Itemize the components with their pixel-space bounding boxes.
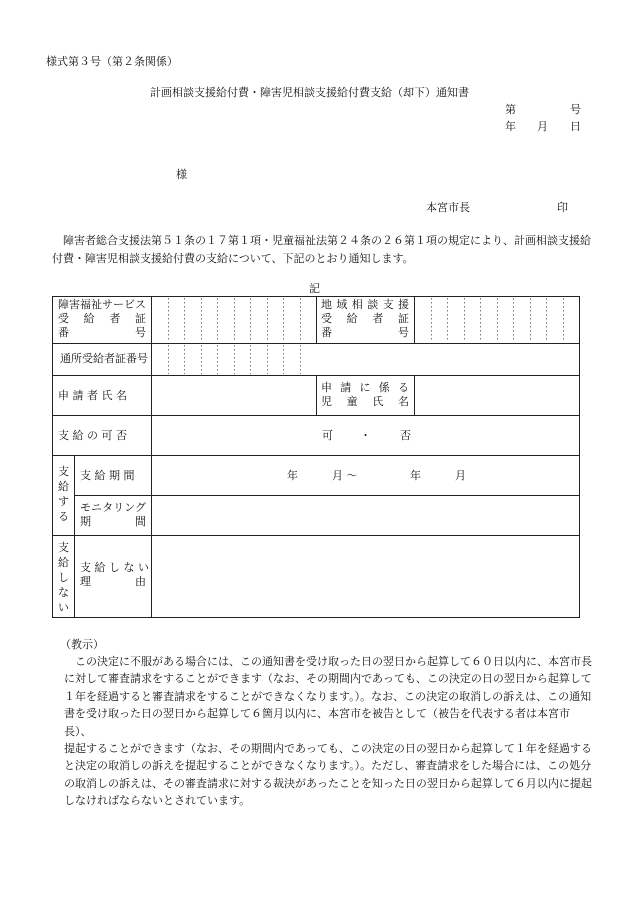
- regional-support-id-label: 地 域 相 談 支 援 受 給 者 証 番 号: [321, 298, 409, 339]
- date-year: 年: [505, 120, 516, 133]
- notice-line: 提起することができます（なお、その期間内であっても、この決定の日の翌日から起算して１年を経過する: [64, 742, 592, 756]
- date-day: 日: [570, 120, 581, 133]
- date-month: 月: [537, 120, 548, 133]
- period-year-2: 年: [410, 469, 421, 482]
- form-table: [52, 296, 580, 618]
- deny-reason-label: 支 給 し な い 理 由: [80, 561, 149, 588]
- applicant-name-label: 申 請 者 氏 名: [58, 389, 127, 402]
- notice-line: に対して審査請求をすることができます（なお、その期間内であっても、この決定の日の翌日から起算して: [64, 672, 592, 686]
- monitoring-period-label: モニタリング 期 間: [80, 501, 146, 528]
- approval-ka: 可: [322, 429, 333, 442]
- notice-line: １年を経過すると審査請求をすることができなくなります。）。なお、この決定の取消しの訴えは、この通知: [64, 689, 592, 703]
- day-service-id-label: 通所受給者証番号: [60, 352, 148, 365]
- seal-mark: 印: [557, 201, 568, 214]
- grant-side-label: 支 給 す る: [58, 465, 69, 523]
- doc-number-dai: 第: [505, 103, 516, 116]
- welfare-service-id-label: 障害福祉サービス 受 給 者 証 番 号: [58, 298, 146, 339]
- intro-line: 障害者総合支援法第５１条の１７第１項・児童福祉法第２４条の２６第１項の規定により、計画相談支援給: [63, 234, 591, 247]
- document-title: 計画相談支援給付費・障害児相談支援給付費支給（却下）通知書: [150, 86, 469, 99]
- intro-line: 付費・障害児相談支援給付費の支給について、下記のとおり通知します。: [52, 251, 414, 265]
- notice-paragraph: [64, 653, 594, 810]
- period-year-1: 年: [287, 469, 298, 482]
- period-month-1: 月 〜: [332, 469, 358, 482]
- notice-line: しなければならないとされています。: [64, 794, 251, 808]
- notice-line: 書を受け取った日の翌日から起算して６箇月以内に、本宮市を被告として（被告を代表する者は本宮市長）、: [64, 707, 570, 738]
- approval-label: 支 給 の 可 否: [58, 429, 127, 442]
- grant-period-label: 支 給 期 間: [80, 469, 135, 482]
- approval-dot: ・: [360, 429, 371, 442]
- child-name-label: 申 請 に 係 る 児 童 氏 名: [321, 381, 409, 408]
- approval-hi: 否: [400, 429, 411, 442]
- period-month-2: 月: [455, 469, 466, 482]
- doc-number-go: 号: [570, 103, 581, 116]
- notice-line: この決定に不服がある場合には、この通知書を受け取った日の翌日から起算して６０日以内に、本宮市長: [75, 655, 592, 668]
- recipient-suffix: 様: [176, 168, 187, 181]
- ki-label: 記: [309, 282, 320, 295]
- notice-line: と決定の取消しの訴えを提起することができなくなります。）。ただし、審査請求をした場合には、この処分: [64, 759, 592, 773]
- notice-line: の取消しの訴えは、その審査請求に対する裁決があったことを知った日の翌日から起算して６月以内に提起: [64, 776, 592, 790]
- deny-side-label: 支 給 し な い: [58, 541, 69, 614]
- notice-header: （教示）: [60, 638, 104, 651]
- form-number: 様式第３号（第２条関係）: [46, 55, 178, 68]
- intro-paragraph: [52, 232, 592, 267]
- issuer-name: 本宮市長: [426, 201, 470, 214]
